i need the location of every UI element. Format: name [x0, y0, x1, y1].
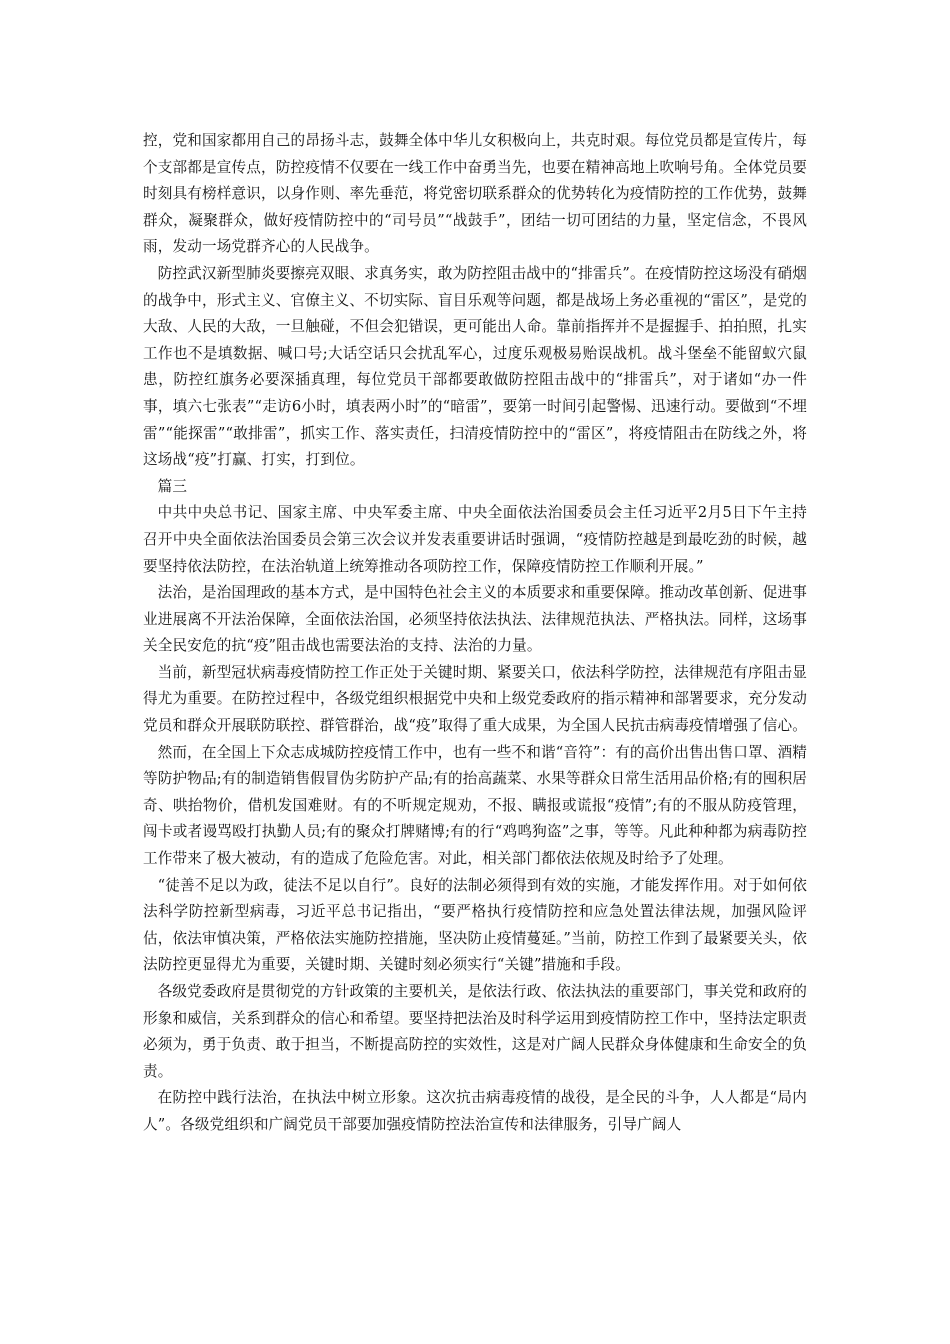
paragraph-good-laws: “徒善不足以为政，徒法不足以自行”。良好的法制必须得到有效的实施，才能发挥作用。对于如何依法科学防控新型病毒，习近平总书记指出，“要严格执行疫情防控和应急处置法律法规，加强风险评估，依法审慎决策，严格依法实施防控措施，坚决防止疫情蔓延。”当前，防控工作到了最紧要关头，依法防控更显得尤为重要，关键时期、关键时刻必须实行“关键”措施和手段。 — [143, 876, 807, 974]
paragraph-meeting: 中共中央总书记、国家主席、中央军委主席、中央全面依法治国委员会主任习近平2月5日下午主持召开中央全面依法治国委员会第三次会议并发表重要讲话时强调，“疫情防控越是到最吃劲的时候，越要坚持依法防控，在法治轨道上统筹推动各项防控工作，保障疫情防控工作顺利开展。” — [143, 504, 807, 575]
section-heading-part-three: 篇三 — [157, 477, 188, 495]
article-body — [143, 128, 807, 1139]
paragraph-continuation: 控，党和国家都用自己的昂扬斗志，鼓舞全体中华儿女积极向上，共克时艰。每位党员都是宣传片，每个支部都是宣传点，防控疫情不仅要在一线工作中奋勇当先，也要在精神高地上吹响号角。全体党员要时刻具有榜样意识，以身作则、率先垂范，将党密切联系群众的优势转化为疫情防控的工作优势，鼓舞群众，凝聚群众，做好疫情防控中的“司号员”“战鼓手”，团结一切可团结的力量，坚定信念，不畏风雨，发动一场党群齐心的人民战争。 — [143, 132, 807, 256]
paragraph-mine-clearing: 防控武汉新型肺炎要擦亮双眼、求真务实，敢为防控阻击战中的“排雷兵”。在疫情防控这场没有硝烟的战争中，形式主义、官僚主义、不切实际、盲目乐观等问题，都是战场上务必重视的“雷区”，是党的大敌、人民的大敌，一旦触碰，不但会犯错误，更可能出人命。靠前指挥并不是握握手、拍拍照，扎实工作也不是填数据、喊口号;大话空话只会扰乱军心，过度乐观极易贻误战机。战斗堡垒不能留蚁穴鼠患，防控红旗务必要深插真理，每位党员干部都要敢做防控阻击战中的“排雷兵”，对于诸如“办一件事，填六七张表”“走访6小时，填表两小时”的“暗雷”，要第一时间引起警惕、迅速行动。要做到“不埋雷”“能探雷”“敢排雷”，抓实工作、落实责任，扫清疫情防控中的“雷区”，将疫情阻击在防线之外，将这场战“疫”打赢、打实，打到位。 — [143, 264, 807, 469]
paragraph-party-committees: 各级党委政府是贯彻党的方针政策的主要机关，是依法行政、依法执法的重要部门，事关党和政府的形象和威信，关系到群众的信心和希望。要坚持把法治及时科学运用到疫情防控工作中，坚持法定职责必须为，勇于负责、敢于担当，不断提高防控的实效性，这是对广阔人民群众身体健康和生命安全的负责。 — [143, 983, 807, 1080]
paragraph-practice-law: 在防控中践行法治，在执法中树立形象。这次抗击病毒疫情的战役，是全民的斗争，人人都是“局内人”。各级党组织和广阔党员干部要加强疫情防控法治宣传和法律服务，引导广阔人 — [143, 1089, 807, 1133]
paragraph-current-situation: 当前，新型冠状病毒疫情防控工作正处于关键时期、紧要关口，依法科学防控，法律规范有序阻击显得尤为重要。在防控过程中，各级党组织根据党中央和上级党委政府的指示精神和部署要求，充分发动党员和群众开展联防联控、群管群治，战“疫”取得了重大成果，为全国人民抗击病毒疫情增强了信心。 — [143, 663, 807, 735]
paragraph-rule-of-law: 法治，是治国理政的基本方式，是中国特色社会主义的本质要求和重要保障。推动改革创新、促进事业进展离不开法治保障，全面依法治国，必须坚持依法执法、法律规范执法、严格执法。同样，这场事关全民安危的抗“疫”阻击战也需要法治的支持、法治的力量。 — [143, 584, 807, 655]
paragraph-discordant-notes: 然而，在全国上下众志成城防控疫情工作中，也有一些不和谐“音符”：有的高价出售出售口罩、酒精等防护物品;有的制造销售假冒伪劣防护产品;有的抬高蔬菜、水果等群众日常生活用品价格;有的囤积居奇、哄抬物价，借机发国难财。有的不听规定规劝，不报、瞒报或谎报“疫情”;有的不服从防疫管理，闯卡或者谩骂殴打执勤人员;有的聚众打牌赌博;有的行“鸡鸣狗盗”之事，等等。凡此种种都为病毒防控工作带来了极大被动，有的造成了危险危害。对此，相关部门都依法依规及时给予了处理。 — [143, 743, 807, 868]
